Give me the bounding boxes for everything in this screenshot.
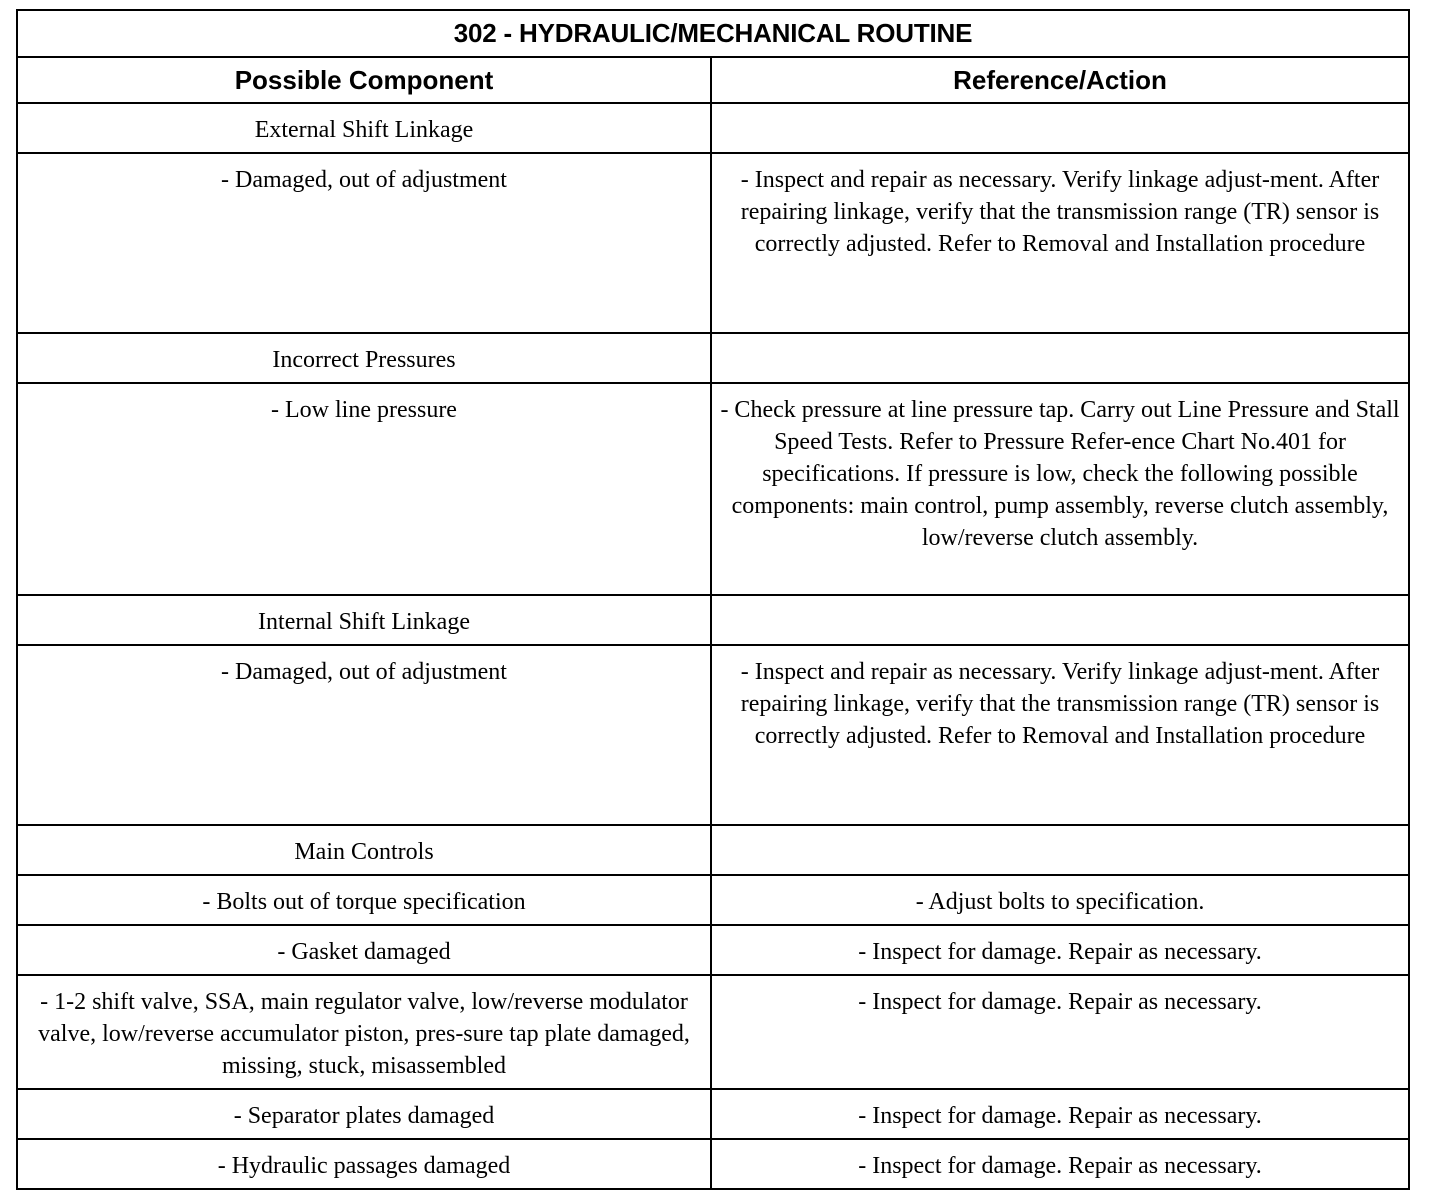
action-cell: - Check pressure at line pressure tap. Carry out Line Pressure and Stall Speed Tests. Refer to Pressure Refer-ence Chart No.401 for specifications. If pressure is low, check the following possible components: main control, pump assembly, reverse clutch assembly, low/reverse clutch assembly.: [711, 383, 1409, 595]
action-cell: - Inspect for damage. Repair as necessary.: [711, 1139, 1409, 1189]
table-row: [17, 595, 1409, 645]
action-cell: - Inspect and repair as necessary. Verify linkage adjust-ment. After repairing linkage, verify that the transmission range (TR) sensor is correctly adjusted. Refer to Removal and Installation procedure: [711, 153, 1409, 333]
action-cell: - Inspect and repair as necessary. Verify linkage adjust-ment. After repairing linkage, verify that the transmission range (TR) sensor is correctly adjusted. Refer to Removal and Installation procedure: [711, 645, 1409, 825]
table-row: [17, 1089, 1409, 1139]
action-cell: - Adjust bolts to specification.: [711, 875, 1409, 925]
table-row: [17, 975, 1409, 1089]
hydraulic-mechanical-routine-table: [16, 9, 1410, 1190]
table-row: [17, 153, 1409, 333]
action-cell: - Inspect for damage. Repair as necessary.: [711, 975, 1409, 1089]
header-possible-component: Possible Component: [17, 57, 711, 103]
component-cell: - Gasket damaged: [17, 925, 711, 975]
action-cell: [711, 825, 1409, 875]
component-cell: - Bolts out of torque specification: [17, 875, 711, 925]
component-cell: - Separator plates damaged: [17, 1089, 711, 1139]
component-category: External Shift Linkage: [17, 103, 711, 153]
table-row: [17, 925, 1409, 975]
component-category: Main Controls: [17, 825, 711, 875]
action-cell: [711, 595, 1409, 645]
table-header-row: [17, 57, 1409, 103]
action-cell: [711, 333, 1409, 383]
table-title-row: [17, 10, 1409, 57]
component-cell: - Damaged, out of adjustment: [17, 645, 711, 825]
table-row: [17, 1139, 1409, 1189]
routine-table-container: [16, 9, 1408, 1190]
table-row: [17, 333, 1409, 383]
component-cell: - Hydraulic passages damaged: [17, 1139, 711, 1189]
table-row: [17, 875, 1409, 925]
table-row: [17, 383, 1409, 595]
header-reference-action: Reference/Action: [711, 57, 1409, 103]
table-row: [17, 103, 1409, 153]
action-cell: [711, 103, 1409, 153]
action-cell: - Inspect for damage. Repair as necessary.: [711, 925, 1409, 975]
component-category: Incorrect Pressures: [17, 333, 711, 383]
table-row: [17, 825, 1409, 875]
component-category: Internal Shift Linkage: [17, 595, 711, 645]
table-row: [17, 645, 1409, 825]
component-cell: - Low line pressure: [17, 383, 711, 595]
table-title: 302 - HYDRAULIC/MECHANICAL ROUTINE: [17, 10, 1409, 57]
component-cell: - 1-2 shift valve, SSA, main regulator valve, low/reverse modulator valve, low/reverse accumulator piston, pres-sure tap plate damaged, missing, stuck, misassembled: [17, 975, 711, 1089]
action-cell: - Inspect for damage. Repair as necessary.: [711, 1089, 1409, 1139]
component-cell: - Damaged, out of adjustment: [17, 153, 711, 333]
